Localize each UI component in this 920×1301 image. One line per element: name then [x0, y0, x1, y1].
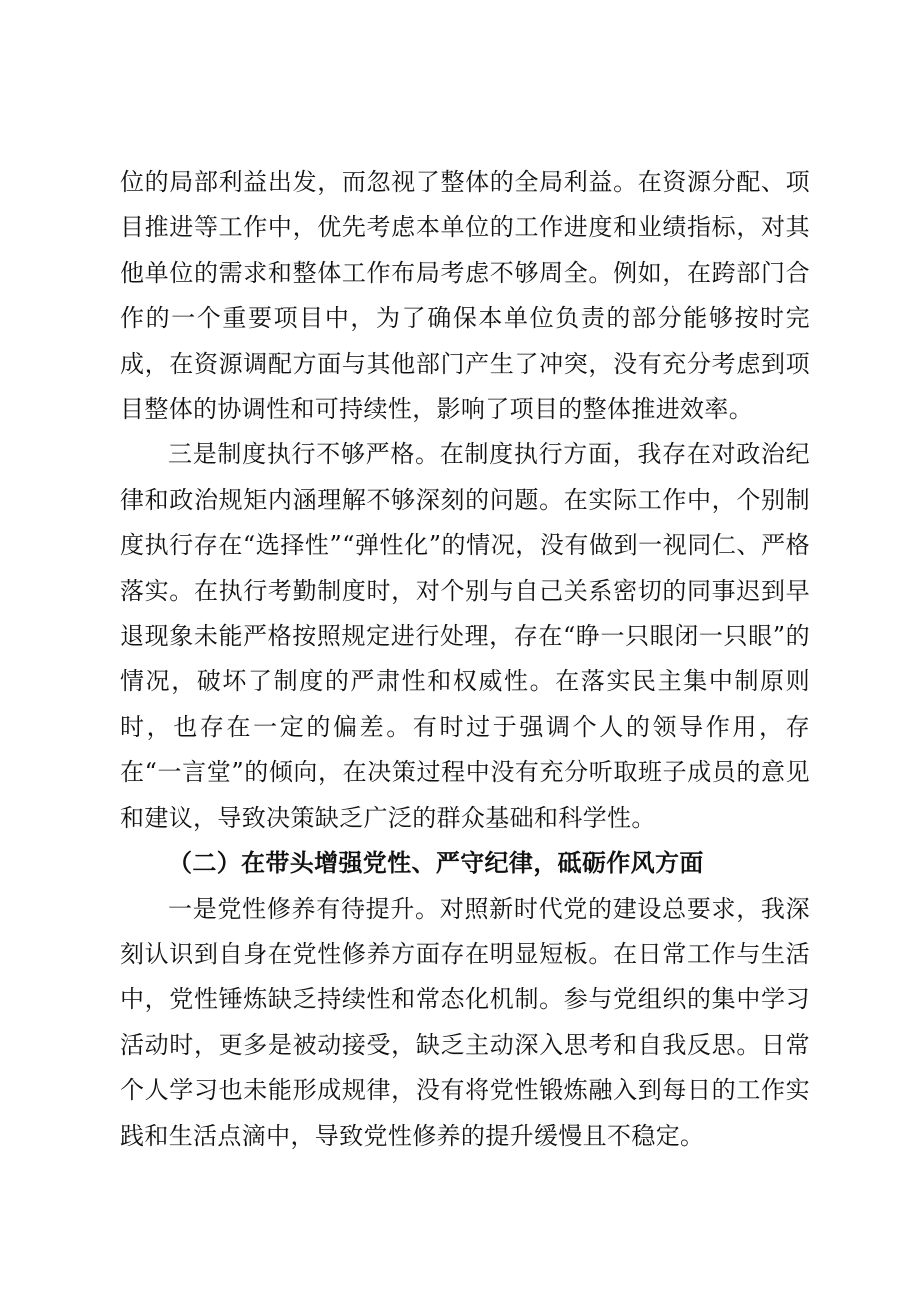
paragraph-continuation: 位的局部利益出发，而忽视了整体的全局利益。在资源分配、项目推进等工作中，优先考虑本单位的工作进度和业绩指标，对其他单位的需求和整体工作布局考虑不够周全。例如，在跨部门合作的一个重要项目中，为了确保本单位负责的部分能够按时完成，在资源调配方面与其他部门产生了冲突，没有充分考虑到项目整体的协调性和可持续性，影响了项目的整体推进效率。	[120, 168, 810, 424]
paragraph-system-execution: 三是制度执行不够严格。在制度执行方面，我存在对政治纪律和政治规矩内涵理解不够深刻的问题。在实际工作中，个别制度执行存在“选择性”“弹性化”的情况，没有做到一视同仁、严格落实。在执行考勤制度时，对个别与自己关系密切的同事迟到早退现象未能严格按照规定进行处理，存在“睁一只眼闭一只眼”的情况，破坏了制度的严肃性和权威性。在落实民主集中制原则时，也存在一定的偏差。有时过于强调个人的领导作用，存在“一言堂”的倾向，在决策过程中没有充分听取班子成员的意见和建议，导致决策缺乏广泛的群众基础和科学性。	[120, 440, 810, 832]
document-body	[120, 160, 810, 1159]
paragraph-party-spirit: 一是党性修养有待提升。对照新时代党的建设总要求，我深刻认识到自身在党性修养方面存在明显短板。在日常工作与生活中，党性锤炼缺乏持续性和常态化机制。参与党组织的集中学习活动时，更多是被动接受，缺乏主动深入思考和自我反思。日常个人学习也未能形成规律，没有将党性锻炼融入到每日的工作实践和生活点滴中，导致党性修养的提升缓慢且不稳定。	[120, 894, 810, 1150]
section-heading: （二）在带头增强党性、严守纪律，砥砺作风方面	[168, 849, 704, 878]
